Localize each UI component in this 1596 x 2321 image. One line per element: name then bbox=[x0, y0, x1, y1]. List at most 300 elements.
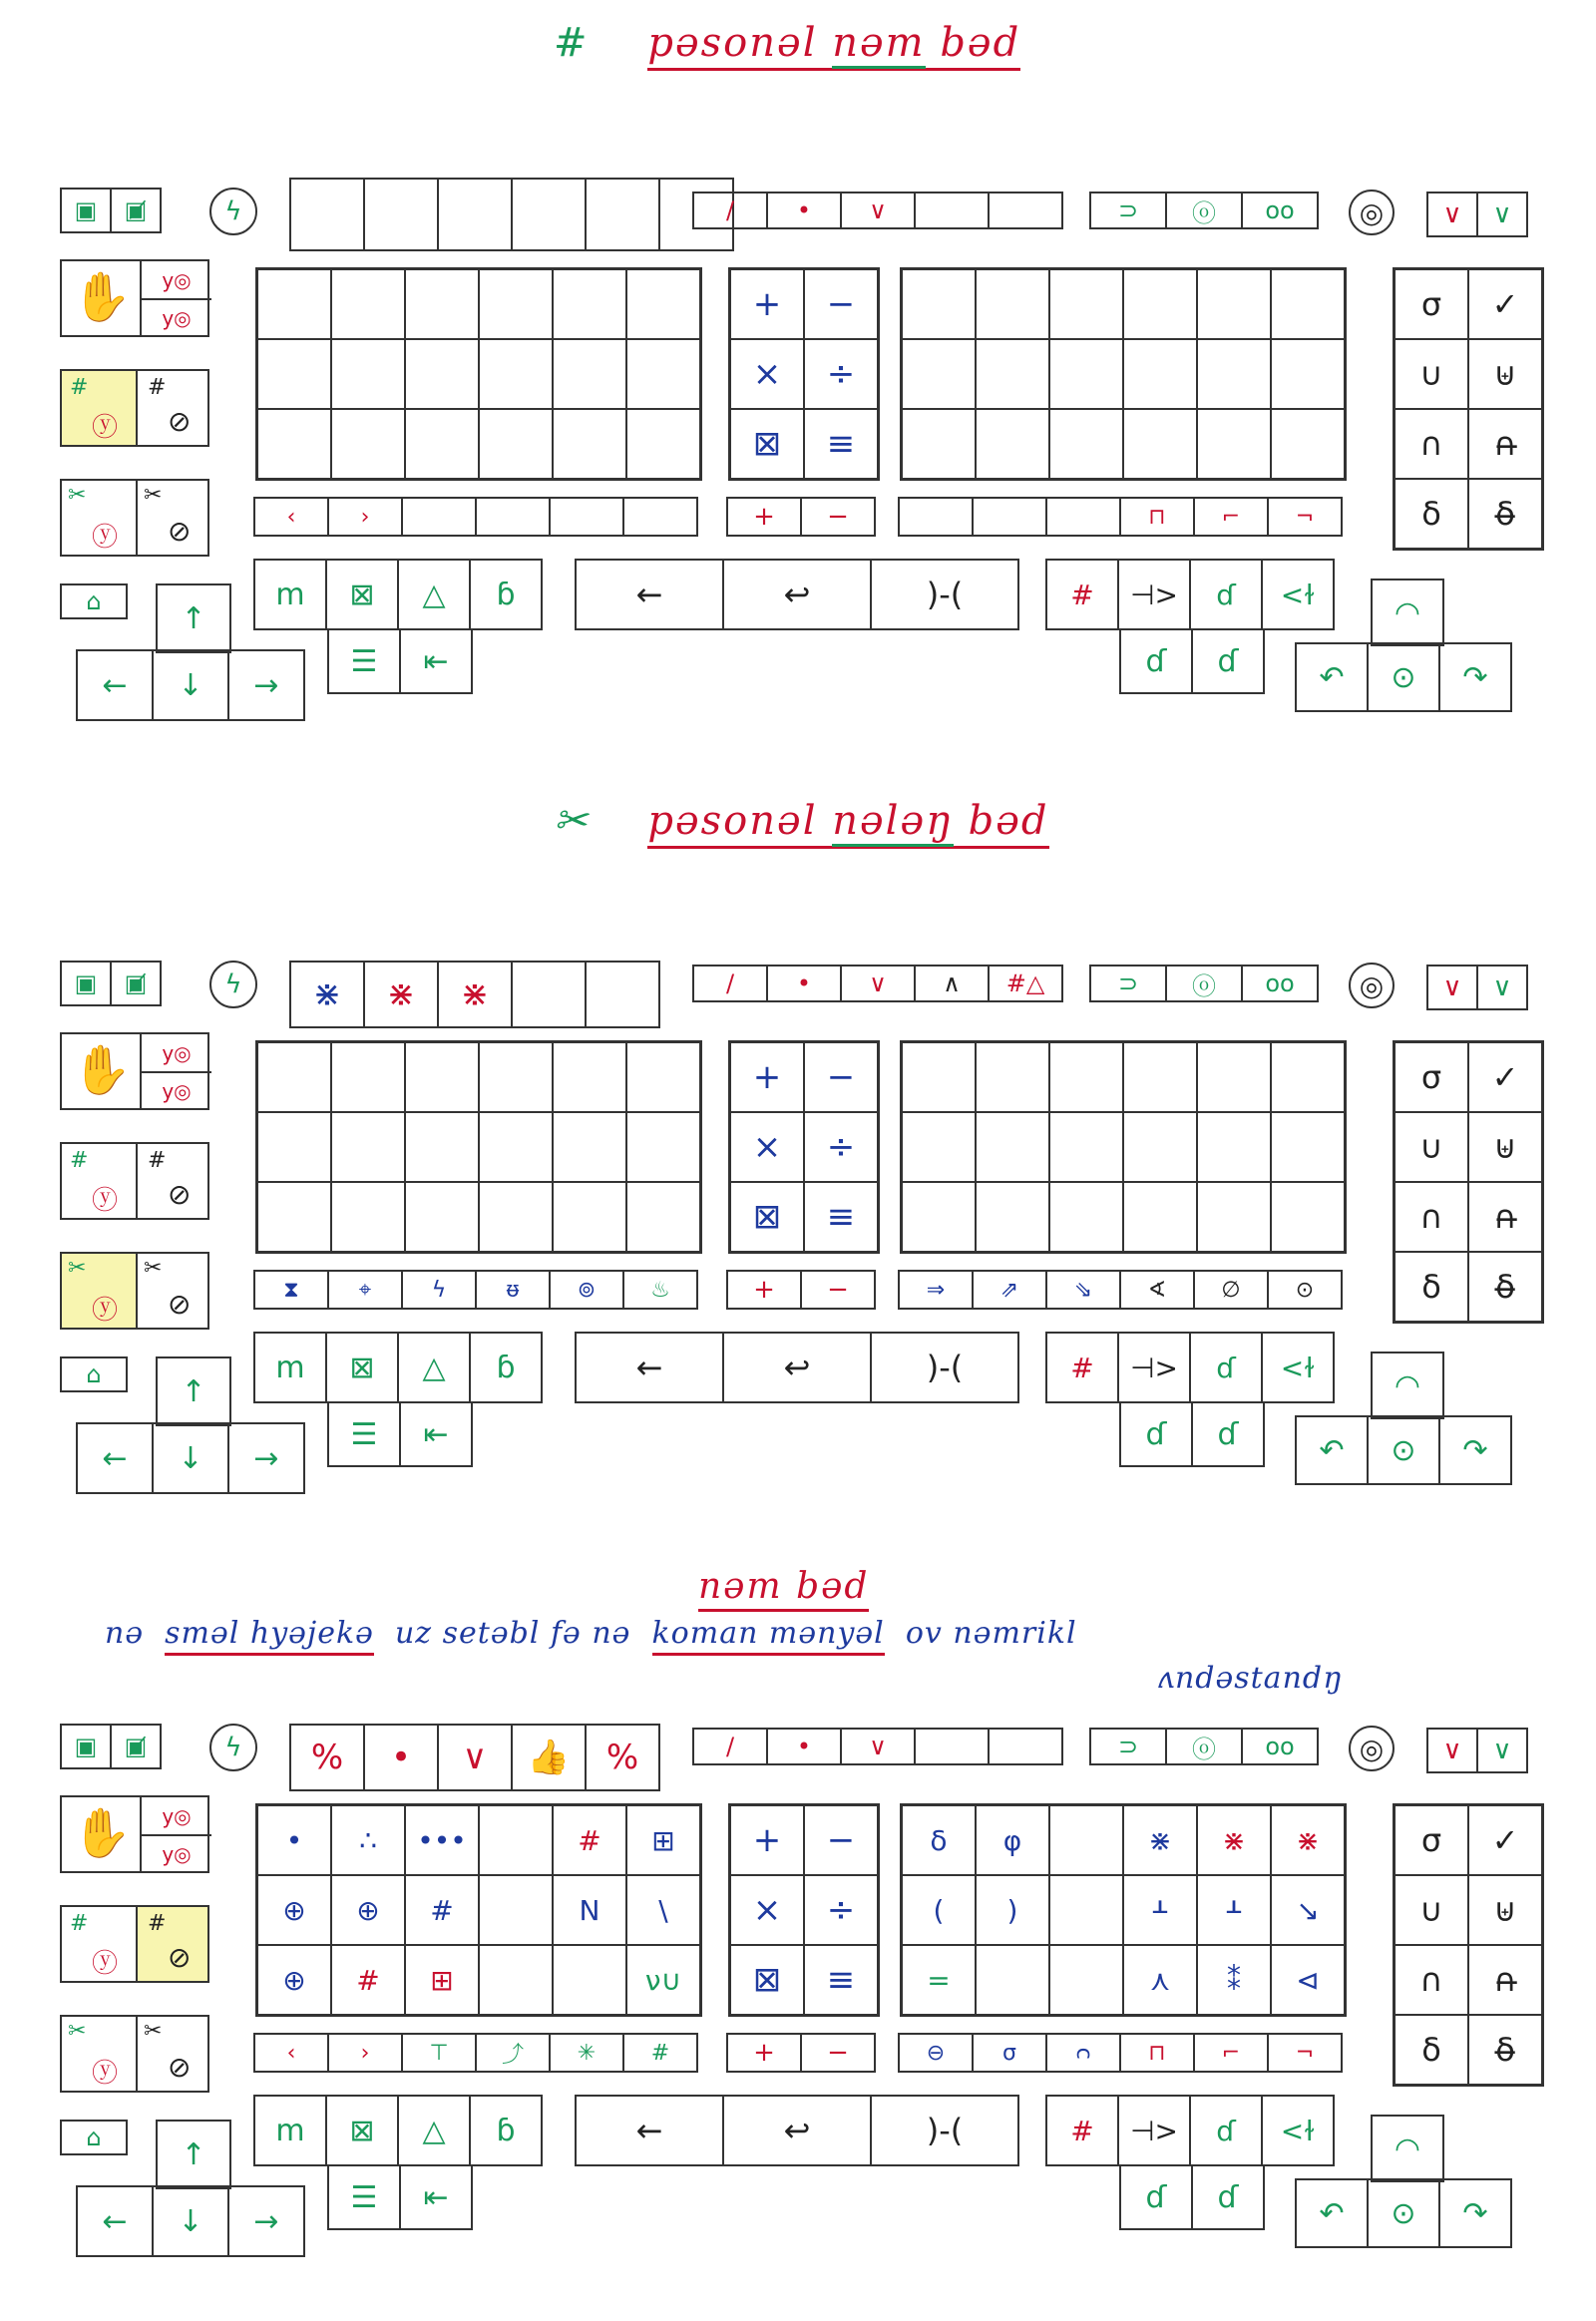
right-strip-key[interactable] bbox=[972, 497, 1047, 537]
top-slot-key[interactable] bbox=[585, 178, 660, 251]
left-grid-cell[interactable]: ν∪ bbox=[626, 1945, 700, 2015]
right-grid-cell[interactable] bbox=[1049, 409, 1123, 479]
right-grid-cell[interactable] bbox=[1049, 1945, 1123, 2015]
mode-toggle-key[interactable]: ▣̸ bbox=[110, 1724, 162, 1769]
hash-left[interactable] bbox=[62, 1144, 138, 1218]
right-grid-cell[interactable] bbox=[1271, 409, 1345, 479]
top-slot-key[interactable] bbox=[585, 961, 660, 1028]
pm-strip-key[interactable]: + bbox=[726, 1270, 802, 1310]
left-grid-cell[interactable] bbox=[553, 1042, 626, 1112]
bottom-right2-key[interactable]: ɗ bbox=[1119, 2164, 1193, 2230]
right-grid-cell[interactable]: ⋇ bbox=[1197, 1805, 1271, 1875]
right-strip-key[interactable]: ⇗ bbox=[972, 1270, 1047, 1310]
right-strip-key[interactable]: ᴒ bbox=[1045, 2033, 1121, 2073]
nav-key[interactable]: ↶ bbox=[1295, 642, 1369, 712]
left-grid-cell[interactable]: ••• bbox=[405, 1805, 479, 1875]
bottom-left2-key[interactable]: ⇤ bbox=[399, 2164, 473, 2230]
left-grid-cell[interactable] bbox=[331, 1042, 405, 1112]
ops-grid-cell[interactable]: × bbox=[730, 1875, 804, 1945]
ops-grid-cell[interactable]: × bbox=[730, 339, 804, 409]
home-icon[interactable]: ⌂ bbox=[60, 1356, 128, 1392]
left-strip-key[interactable]: ‹ bbox=[253, 497, 329, 537]
right-grid-cell[interactable] bbox=[1123, 409, 1197, 479]
bolt-icon[interactable]: ϟ bbox=[209, 961, 257, 1008]
right-strip-key[interactable] bbox=[898, 497, 974, 537]
scissors-left[interactable] bbox=[62, 1254, 138, 1328]
logic-grid-cell[interactable]: ✓ bbox=[1468, 269, 1542, 339]
vv-key[interactable]: ∨ bbox=[1476, 1728, 1528, 1773]
bottom-right2-key[interactable]: ɗ bbox=[1119, 628, 1193, 694]
right-grid-cell[interactable]: ᚆ bbox=[1123, 1875, 1197, 1945]
right-grid-cell[interactable] bbox=[976, 1042, 1049, 1112]
right-grid-cell[interactable]: ⋇ bbox=[1123, 1805, 1197, 1875]
bottom-right-key[interactable]: ⊣> bbox=[1117, 2095, 1191, 2166]
right-grid-cell[interactable] bbox=[902, 339, 976, 409]
ops-grid-cell[interactable]: − bbox=[804, 1042, 878, 1112]
right-grid-cell[interactable]: ( bbox=[902, 1875, 976, 1945]
left-grid-cell[interactable] bbox=[479, 1042, 553, 1112]
left-grid-cell[interactable]: # bbox=[405, 1875, 479, 1945]
logic-grid-cell[interactable]: δ̶ bbox=[1468, 1252, 1542, 1322]
top-mid-key[interactable] bbox=[988, 1728, 1063, 1765]
right-grid-cell[interactable] bbox=[902, 269, 976, 339]
nav-key[interactable]: ⊙ bbox=[1367, 1415, 1440, 1485]
hand-y2[interactable]: y◎ bbox=[140, 299, 211, 336]
arrow-up-icon[interactable]: ↑ bbox=[156, 2120, 231, 2189]
left-grid-cell[interactable]: \ bbox=[626, 1875, 700, 1945]
ops-grid-cell[interactable]: × bbox=[730, 1112, 804, 1182]
left-grid-cell[interactable] bbox=[405, 1042, 479, 1112]
logic-grid-cell[interactable]: ∩ bbox=[1395, 409, 1468, 479]
scissors-left[interactable] bbox=[62, 2017, 138, 2091]
bottom-left-key[interactable]: m bbox=[253, 1332, 327, 1403]
bottom-left-key[interactable]: ɓ bbox=[469, 559, 543, 630]
hash-right[interactable] bbox=[138, 371, 207, 445]
hash-block[interactable] bbox=[60, 1142, 209, 1220]
arrow-key[interactable]: ← bbox=[76, 1422, 154, 1494]
top-mid-key[interactable]: • bbox=[766, 1728, 842, 1765]
bottom-left-key[interactable]: m bbox=[253, 2095, 327, 2166]
hash-left[interactable] bbox=[62, 1907, 138, 1981]
bottom-mid-key[interactable]: ← bbox=[575, 2095, 724, 2166]
nav-key[interactable]: ⊙ bbox=[1367, 2178, 1440, 2248]
nav-up-icon[interactable]: ◠ bbox=[1371, 1352, 1444, 1419]
left-grid-cell[interactable] bbox=[405, 1182, 479, 1252]
top-mid-key[interactable] bbox=[914, 1728, 990, 1765]
hand-block[interactable] bbox=[60, 259, 209, 337]
left-grid-cell[interactable]: ⊕ bbox=[257, 1945, 331, 2015]
left-grid-cell[interactable] bbox=[553, 1945, 626, 2015]
left-strip-key[interactable]: ⊤ bbox=[401, 2033, 477, 2073]
nav-up-icon[interactable]: ◠ bbox=[1371, 2115, 1444, 2182]
right-grid-cell[interactable]: ⋇ bbox=[1271, 1805, 1345, 1875]
left-strip-key[interactable]: ⧗ bbox=[253, 1270, 329, 1310]
right-grid-cell[interactable] bbox=[1049, 269, 1123, 339]
left-strip-key[interactable] bbox=[549, 497, 624, 537]
left-grid-cell[interactable] bbox=[553, 1182, 626, 1252]
bottom-left-key[interactable]: ⊠ bbox=[325, 2095, 399, 2166]
bottom-left-key[interactable]: △ bbox=[397, 2095, 471, 2166]
home-icon[interactable]: ⌂ bbox=[60, 2120, 128, 2155]
top-mid-key[interactable]: ∨ bbox=[840, 965, 916, 1002]
left-grid-cell[interactable] bbox=[257, 1042, 331, 1112]
right-strip-key[interactable]: ⌐ bbox=[1193, 497, 1269, 537]
left-strip-key[interactable] bbox=[401, 497, 477, 537]
ops-grid-cell[interactable]: ⊠ bbox=[730, 409, 804, 479]
left-grid-cell[interactable] bbox=[331, 1112, 405, 1182]
right-grid-cell[interactable] bbox=[1271, 1042, 1345, 1112]
right-grid-cell[interactable] bbox=[1123, 1042, 1197, 1112]
top-mid-key[interactable]: ∧ bbox=[914, 965, 990, 1002]
ops-grid-cell[interactable]: ⊠ bbox=[730, 1182, 804, 1252]
arrow-key[interactable]: ← bbox=[76, 2185, 154, 2257]
logic-grid-cell[interactable]: δ bbox=[1395, 1252, 1468, 1322]
right-grid-cell[interactable] bbox=[1197, 269, 1271, 339]
bottom-left-key[interactable]: △ bbox=[397, 559, 471, 630]
right-grid-cell[interactable]: ↘ bbox=[1271, 1875, 1345, 1945]
bottom-right-key[interactable]: # bbox=[1045, 1332, 1119, 1403]
scissors-right[interactable] bbox=[138, 1254, 207, 1328]
left-grid-cell[interactable]: # bbox=[553, 1805, 626, 1875]
mode-toggle-key[interactable]: ▣̸ bbox=[110, 961, 162, 1006]
arrow-key[interactable]: ← bbox=[76, 649, 154, 721]
bottom-right-key[interactable]: <ɫ bbox=[1261, 1332, 1335, 1403]
hand-y1[interactable]: y◎ bbox=[140, 1034, 211, 1073]
left-grid-cell[interactable] bbox=[257, 409, 331, 479]
nav-key[interactable]: ↷ bbox=[1438, 1415, 1512, 1485]
ops-grid-cell[interactable]: ÷ bbox=[804, 339, 878, 409]
arrow-key[interactable]: → bbox=[227, 649, 305, 721]
left-grid-cell[interactable] bbox=[479, 339, 553, 409]
logic-grid-cell[interactable]: ⊎ bbox=[1468, 339, 1542, 409]
logic-grid-cell[interactable]: δ bbox=[1395, 479, 1468, 549]
right-grid-cell[interactable] bbox=[976, 1945, 1049, 2015]
left-grid-cell[interactable] bbox=[626, 339, 700, 409]
top-slot-key[interactable] bbox=[363, 178, 439, 251]
logic-grid-cell[interactable]: ∩̶ bbox=[1468, 1182, 1542, 1252]
left-strip-key[interactable]: ⊚ bbox=[549, 1270, 624, 1310]
bottom-right-key[interactable]: ɗ bbox=[1189, 559, 1263, 630]
left-strip-key[interactable]: ‹ bbox=[253, 2033, 329, 2073]
top-green-key[interactable]: oo bbox=[1241, 965, 1319, 1002]
bottom-right2-key[interactable]: ɗ bbox=[1191, 2164, 1265, 2230]
hand-block[interactable] bbox=[60, 1795, 209, 1873]
ops-grid-cell[interactable]: ÷ bbox=[804, 1112, 878, 1182]
left-strip-key[interactable]: › bbox=[327, 2033, 403, 2073]
ops-grid-cell[interactable]: + bbox=[730, 269, 804, 339]
logic-grid-cell[interactable]: ∪ bbox=[1395, 339, 1468, 409]
top-green-key[interactable]: oo bbox=[1241, 1728, 1319, 1765]
logic-grid-cell[interactable]: ✓ bbox=[1468, 1042, 1542, 1112]
vv-key[interactable]: ∨ bbox=[1426, 192, 1478, 237]
top-green-key[interactable]: ⓞ bbox=[1165, 1728, 1243, 1765]
bottom-right-key[interactable]: ɗ bbox=[1189, 2095, 1263, 2166]
left-grid-cell[interactable]: ∴ bbox=[331, 1805, 405, 1875]
right-strip-key[interactable]: ⌐ bbox=[1193, 2033, 1269, 2073]
logic-grid-cell[interactable]: ∩̶ bbox=[1468, 409, 1542, 479]
left-strip-key[interactable] bbox=[622, 497, 698, 537]
logic-grid-cell[interactable]: δ̶ bbox=[1468, 479, 1542, 549]
nav-key[interactable]: ⊙ bbox=[1367, 642, 1440, 712]
pm-strip-key[interactable]: − bbox=[800, 497, 876, 537]
pm-strip-key[interactable]: − bbox=[800, 2033, 876, 2073]
right-grid-cell[interactable] bbox=[1049, 1805, 1123, 1875]
vv-key[interactable]: ∨ bbox=[1476, 965, 1528, 1010]
right-grid-cell[interactable] bbox=[1049, 1042, 1123, 1112]
mode-toggle-key[interactable]: ▣̸ bbox=[110, 188, 162, 233]
left-grid-cell[interactable] bbox=[479, 269, 553, 339]
right-grid-cell[interactable]: ⁑ bbox=[1197, 1945, 1271, 2015]
right-grid-cell[interactable]: ᚆ bbox=[1197, 1875, 1271, 1945]
left-grid-cell[interactable] bbox=[405, 269, 479, 339]
left-grid-cell[interactable] bbox=[479, 1875, 553, 1945]
left-grid-cell[interactable]: ⊕ bbox=[331, 1875, 405, 1945]
pm-strip-key[interactable]: − bbox=[800, 1270, 876, 1310]
left-grid-cell[interactable] bbox=[626, 269, 700, 339]
nav-key[interactable]: ↶ bbox=[1295, 2178, 1369, 2248]
left-strip-key[interactable]: ♨ bbox=[622, 1270, 698, 1310]
bottom-left-key[interactable]: ɓ bbox=[469, 1332, 543, 1403]
pm-strip-key[interactable]: + bbox=[726, 2033, 802, 2073]
bottom-left2-key[interactable]: ☰ bbox=[327, 2164, 401, 2230]
left-grid-cell[interactable] bbox=[479, 1182, 553, 1252]
left-grid-cell[interactable] bbox=[405, 409, 479, 479]
arrow-key[interactable]: ↓ bbox=[152, 2185, 229, 2257]
bolt-icon[interactable]: ϟ bbox=[209, 188, 257, 235]
scissors-right[interactable] bbox=[138, 2017, 207, 2091]
logic-grid-cell[interactable]: δ bbox=[1395, 2015, 1468, 2085]
top-slot-key[interactable]: ⋇ bbox=[289, 961, 365, 1028]
top-mid-key[interactable] bbox=[914, 192, 990, 229]
top-mid-key[interactable] bbox=[988, 192, 1063, 229]
bottom-left-key[interactable]: ɓ bbox=[469, 2095, 543, 2166]
left-grid-cell[interactable] bbox=[553, 339, 626, 409]
logic-grid-cell[interactable]: ∩ bbox=[1395, 1182, 1468, 1252]
scissors-left[interactable] bbox=[62, 481, 138, 555]
right-grid-cell[interactable] bbox=[1197, 1042, 1271, 1112]
bottom-mid-key[interactable]: )-( bbox=[870, 2095, 1019, 2166]
top-slot-key[interactable] bbox=[511, 178, 587, 251]
arrow-up-icon[interactable]: ↑ bbox=[156, 583, 231, 653]
bottom-mid-key[interactable]: ↩ bbox=[722, 559, 872, 630]
bottom-right2-key[interactable]: ɗ bbox=[1191, 1401, 1265, 1467]
top-mid-key[interactable]: • bbox=[766, 192, 842, 229]
left-grid-cell[interactable]: N bbox=[553, 1875, 626, 1945]
right-grid-cell[interactable] bbox=[1197, 339, 1271, 409]
left-grid-cell[interactable] bbox=[479, 1112, 553, 1182]
left-grid-cell[interactable] bbox=[479, 1945, 553, 2015]
left-strip-key[interactable]: ✳ bbox=[549, 2033, 624, 2073]
top-mid-key[interactable]: / bbox=[692, 1728, 768, 1765]
hand-y1[interactable]: y◎ bbox=[140, 1797, 211, 1836]
bottom-left2-key[interactable]: ⇤ bbox=[399, 628, 473, 694]
right-grid-cell[interactable] bbox=[902, 1042, 976, 1112]
right-strip-key[interactable] bbox=[1045, 497, 1121, 537]
right-strip-key[interactable]: ⇒ bbox=[898, 1270, 974, 1310]
vv-key[interactable]: ∨ bbox=[1426, 965, 1478, 1010]
top-mid-key[interactable]: ∨ bbox=[840, 192, 916, 229]
left-grid-cell[interactable] bbox=[553, 269, 626, 339]
logic-grid-cell[interactable]: ∪ bbox=[1395, 1112, 1468, 1182]
left-strip-key[interactable]: ᵿ bbox=[475, 1270, 551, 1310]
bottom-right2-key[interactable]: ɗ bbox=[1191, 628, 1265, 694]
left-strip-key[interactable]: # bbox=[622, 2033, 698, 2073]
right-strip-key[interactable]: ⊖ bbox=[898, 2033, 974, 2073]
right-strip-key[interactable]: ⊙ bbox=[1267, 1270, 1343, 1310]
top-green-key[interactable]: oo bbox=[1241, 192, 1319, 229]
left-grid-cell[interactable] bbox=[257, 269, 331, 339]
top-slot-key[interactable]: ∨ bbox=[437, 1724, 513, 1791]
right-grid-cell[interactable] bbox=[976, 269, 1049, 339]
left-grid-cell[interactable] bbox=[331, 409, 405, 479]
mode-toggle-key[interactable]: ▣ bbox=[60, 1724, 112, 1769]
bottom-right-key[interactable]: <ɫ bbox=[1261, 2095, 1335, 2166]
bottom-left2-key[interactable]: ☰ bbox=[327, 628, 401, 694]
left-grid-cell[interactable] bbox=[331, 1182, 405, 1252]
ops-grid-cell[interactable]: − bbox=[804, 1805, 878, 1875]
right-grid-cell[interactable] bbox=[1271, 1182, 1345, 1252]
top-slot-key[interactable]: ⋇ bbox=[437, 961, 513, 1028]
right-grid-cell[interactable]: = bbox=[902, 1945, 976, 2015]
bottom-mid-key[interactable]: ← bbox=[575, 1332, 724, 1403]
left-grid-cell[interactable] bbox=[626, 409, 700, 479]
left-grid-cell[interactable] bbox=[553, 409, 626, 479]
right-grid-cell[interactable]: ⋏ bbox=[1123, 1945, 1197, 2015]
top-green-key[interactable]: ⊃ bbox=[1089, 192, 1167, 229]
right-grid-cell[interactable] bbox=[976, 1112, 1049, 1182]
top-slot-key[interactable] bbox=[289, 178, 365, 251]
left-grid-cell[interactable] bbox=[626, 1042, 700, 1112]
left-grid-cell[interactable]: # bbox=[331, 1945, 405, 2015]
ops-grid-cell[interactable]: ≡ bbox=[804, 1945, 878, 2015]
top-slot-key[interactable]: ⋇ bbox=[363, 961, 439, 1028]
left-strip-key[interactable]: ⤴ bbox=[475, 2033, 551, 2073]
bottom-mid-key[interactable]: ↩ bbox=[722, 2095, 872, 2166]
top-mid-key[interactable]: / bbox=[692, 965, 768, 1002]
bottom-right-key[interactable]: <ɫ bbox=[1261, 559, 1335, 630]
hand-y1[interactable]: y◎ bbox=[140, 261, 211, 300]
left-grid-cell[interactable] bbox=[626, 1112, 700, 1182]
bottom-right-key[interactable]: # bbox=[1045, 2095, 1119, 2166]
nav-key[interactable]: ↶ bbox=[1295, 1415, 1369, 1485]
right-strip-key[interactable]: ⊓ bbox=[1119, 2033, 1195, 2073]
left-grid-cell[interactable] bbox=[257, 1182, 331, 1252]
ops-grid-cell[interactable]: − bbox=[804, 269, 878, 339]
hash-right[interactable] bbox=[138, 1144, 207, 1218]
bottom-right-key[interactable]: ⊣> bbox=[1117, 559, 1191, 630]
nav-up-icon[interactable]: ◠ bbox=[1371, 579, 1444, 646]
right-grid-cell[interactable] bbox=[1271, 269, 1345, 339]
left-grid-cell[interactable] bbox=[331, 269, 405, 339]
left-grid-cell[interactable] bbox=[479, 409, 553, 479]
arrow-up-icon[interactable]: ↑ bbox=[156, 1356, 231, 1426]
logic-grid-cell[interactable]: σ bbox=[1395, 269, 1468, 339]
right-grid-cell[interactable] bbox=[1271, 1112, 1345, 1182]
left-grid-cell[interactable] bbox=[479, 1805, 553, 1875]
bottom-right-key[interactable]: ɗ bbox=[1189, 1332, 1263, 1403]
vv-key[interactable]: ∨ bbox=[1426, 1728, 1478, 1773]
right-strip-key[interactable]: ⇘ bbox=[1045, 1270, 1121, 1310]
hand-y2[interactable]: y◎ bbox=[140, 1072, 211, 1109]
logic-grid-cell[interactable]: ∪ bbox=[1395, 1875, 1468, 1945]
right-grid-cell[interactable] bbox=[1123, 269, 1197, 339]
left-grid-cell[interactable]: ⊕ bbox=[257, 1875, 331, 1945]
right-grid-cell[interactable] bbox=[1049, 1875, 1123, 1945]
left-grid-cell[interactable] bbox=[257, 1112, 331, 1182]
mode-toggle-key[interactable]: ▣ bbox=[60, 188, 112, 233]
logic-grid-cell[interactable]: ∩ bbox=[1395, 1945, 1468, 2015]
logic-grid-cell[interactable]: σ bbox=[1395, 1042, 1468, 1112]
hand-y2[interactable]: y◎ bbox=[140, 1835, 211, 1872]
left-grid-cell[interactable] bbox=[553, 1112, 626, 1182]
left-grid-cell[interactable] bbox=[405, 339, 479, 409]
bottom-left-key[interactable]: △ bbox=[397, 1332, 471, 1403]
ops-grid-cell[interactable]: + bbox=[730, 1805, 804, 1875]
top-mid-key[interactable]: • bbox=[766, 965, 842, 1002]
nav-key[interactable]: ↷ bbox=[1438, 642, 1512, 712]
bolt-icon[interactable]: ϟ bbox=[209, 1724, 257, 1771]
bottom-mid-key[interactable]: ← bbox=[575, 559, 724, 630]
right-grid-cell[interactable] bbox=[976, 339, 1049, 409]
right-grid-cell[interactable]: ) bbox=[976, 1875, 1049, 1945]
bottom-left-key[interactable]: ⊠ bbox=[325, 559, 399, 630]
left-grid-cell[interactable]: ⊞ bbox=[405, 1945, 479, 2015]
left-grid-cell[interactable] bbox=[331, 339, 405, 409]
mode-toggle-key[interactable]: ▣ bbox=[60, 961, 112, 1006]
bottom-mid-key[interactable]: )-( bbox=[870, 559, 1019, 630]
arrow-key[interactable]: ↓ bbox=[152, 649, 229, 721]
left-grid-cell[interactable] bbox=[626, 1182, 700, 1252]
right-grid-cell[interactable] bbox=[1197, 1112, 1271, 1182]
scissors-block[interactable] bbox=[60, 1252, 209, 1330]
bottom-right-key[interactable]: # bbox=[1045, 559, 1119, 630]
right-strip-key[interactable]: ⊓ bbox=[1119, 497, 1195, 537]
right-strip-key[interactable]: ¬ bbox=[1267, 2033, 1343, 2073]
hand-block[interactable] bbox=[60, 1032, 209, 1110]
pm-strip-key[interactable]: + bbox=[726, 497, 802, 537]
right-grid-cell[interactable] bbox=[1123, 1112, 1197, 1182]
top-slot-key[interactable]: % bbox=[585, 1724, 660, 1791]
left-strip-key[interactable]: ϟ bbox=[401, 1270, 477, 1310]
arrow-key[interactable]: → bbox=[227, 1422, 305, 1494]
right-grid-cell[interactable] bbox=[902, 409, 976, 479]
left-strip-key[interactable]: ⌖ bbox=[327, 1270, 403, 1310]
bottom-right-key[interactable]: ⊣> bbox=[1117, 1332, 1191, 1403]
ops-grid-cell[interactable]: ≡ bbox=[804, 1182, 878, 1252]
right-grid-cell[interactable]: δ bbox=[902, 1805, 976, 1875]
top-slot-key[interactable]: • bbox=[363, 1724, 439, 1791]
hash-block[interactable] bbox=[60, 1905, 209, 1983]
bottom-mid-key[interactable]: ↩ bbox=[722, 1332, 872, 1403]
right-grid-cell[interactable] bbox=[1271, 339, 1345, 409]
right-grid-cell[interactable] bbox=[1049, 1112, 1123, 1182]
arrow-key[interactable]: → bbox=[227, 2185, 305, 2257]
top-green-key[interactable]: ⓞ bbox=[1165, 965, 1243, 1002]
ops-grid-cell[interactable]: + bbox=[730, 1042, 804, 1112]
right-grid-cell[interactable] bbox=[1049, 339, 1123, 409]
hash-block[interactable] bbox=[60, 369, 209, 447]
right-grid-cell[interactable] bbox=[1049, 1182, 1123, 1252]
right-grid-cell[interactable]: ⊲ bbox=[1271, 1945, 1345, 2015]
bottom-left2-key[interactable]: ☰ bbox=[327, 1401, 401, 1467]
top-green-key[interactable]: ⊃ bbox=[1089, 965, 1167, 1002]
spiral-icon[interactable]: ◎ bbox=[1349, 1726, 1395, 1771]
right-grid-cell[interactable] bbox=[902, 1112, 976, 1182]
logic-grid-cell[interactable]: ✓ bbox=[1468, 1805, 1542, 1875]
nav-key[interactable]: ↷ bbox=[1438, 2178, 1512, 2248]
ops-grid-cell[interactable]: ÷ bbox=[804, 1875, 878, 1945]
logic-grid-cell[interactable]: ⊎ bbox=[1468, 1875, 1542, 1945]
